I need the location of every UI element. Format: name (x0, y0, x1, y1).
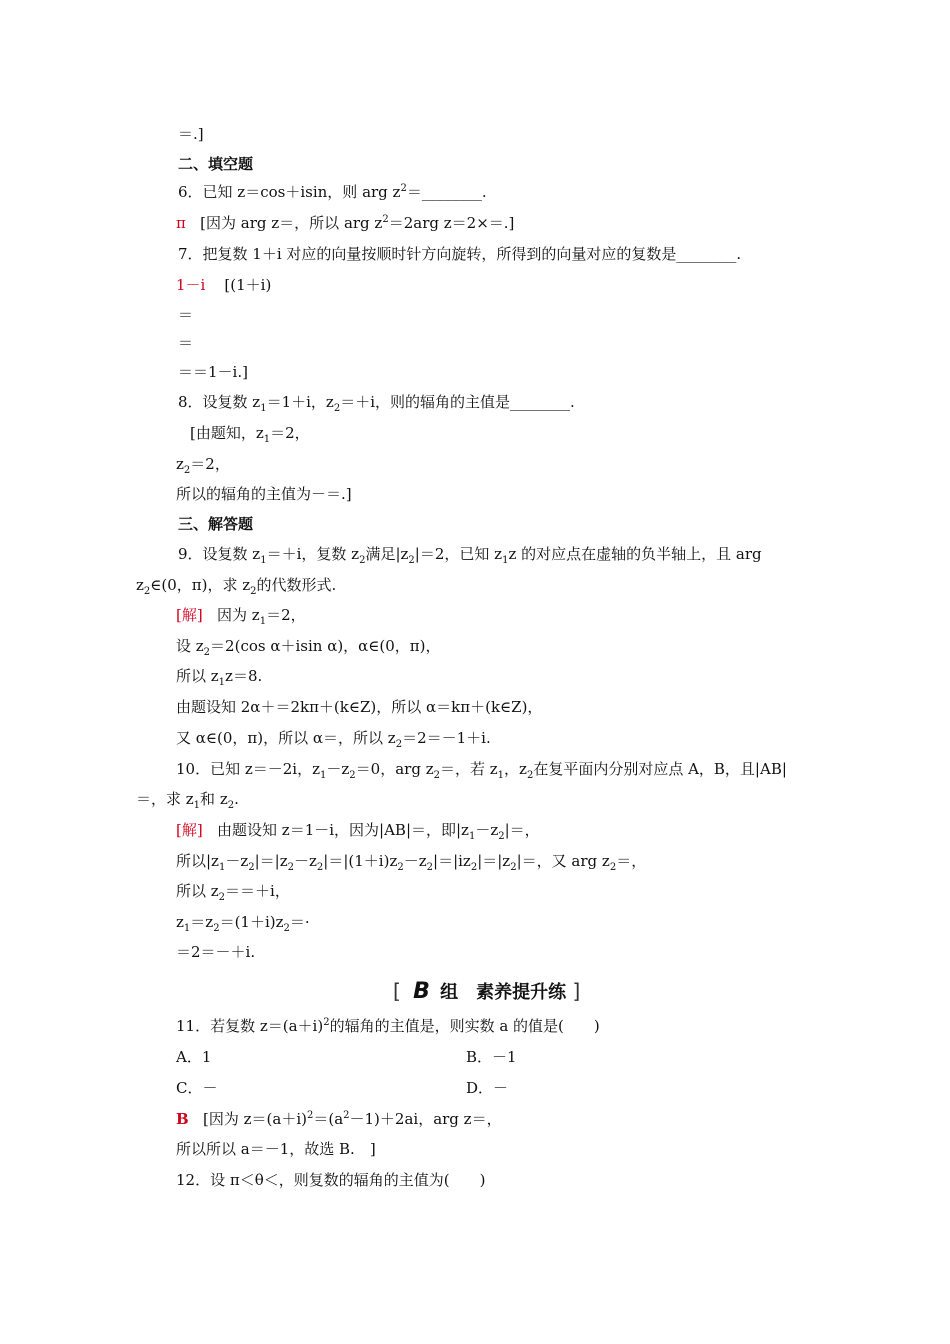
banner-right-bracket: ] (572, 979, 581, 1003)
text-line: ＝＝1－i.] (178, 363, 248, 381)
text-line: ＝2＝－＋i. (176, 943, 256, 961)
solution-label: [解] (176, 821, 203, 839)
answer-8: [由题知，$z_1=2$， (190, 424, 310, 445)
group-b-letter: B (413, 979, 430, 1004)
answer-6: π [因为 arg z＝，所以 arg $z^2=2arg$ z＝2×＝.] (176, 214, 515, 232)
answer-11: B [因为 $z=(a+i)^2=(a^2-1)+2ai$，arg z＝， (176, 1110, 502, 1128)
banner-title: 组 素养提升练 (440, 982, 567, 1003)
text-line: $z_2=2$， (176, 455, 230, 476)
text-line: 所以 $z_1z=8$. (176, 667, 263, 688)
question-10: 10．已知 z＝－2i，$z_1-z_2=0$，arg $z_2=$，若 $z_1$，$z_2$在复平面内分别对应点 A，B，且|AB| (176, 760, 787, 781)
text-line: 设 $z_2=2(\cos$ α＋isin α)，α∈(0，π)， (176, 637, 441, 658)
text-line: 所以 $z_2==+i$， (176, 882, 290, 903)
answer-label: π (176, 214, 186, 232)
text-line: 所以所以 a＝－1，故选 B. ] (176, 1140, 376, 1158)
option-b: B．－1 (466, 1048, 517, 1066)
text-line: $z_2\in(0$，π)，求 $z_2$的代数形式. (136, 576, 337, 597)
answer-7: 1－i [(1＋i) (176, 276, 272, 294)
option-d: D．－ (466, 1079, 509, 1097)
question-11: 11．若复数 $z=(a+i)^2$的辐角的主值是，则实数 a 的值是( ) (176, 1017, 600, 1035)
text-line: 由题设知 2α＋＝2kπ＋(k∈Z)，所以 α＝kπ＋(k∈Z)， (176, 698, 543, 716)
text-line: 所以的辐角的主值为－＝.] (176, 485, 352, 503)
text-line: ＝.] (178, 125, 204, 143)
text-line: 又 α∈(0，π)，所以 α＝，所以 $z_2=2=-1+i$. (176, 729, 491, 750)
section-heading-solutions: 三、解答题 (178, 515, 254, 533)
group-b-banner (393, 978, 580, 1004)
text-line: ＝，求 $z_1$和 $z_2$. (136, 790, 239, 811)
question-6: 6．已知 z＝cos＋isin，则 arg $z^2=\_\_\_\_\_\_\_\_$. (178, 183, 487, 201)
question-9: 9．设复数 $z_1=+i$，复数 $z_2$满足$|z_2|=2$，已知 $z_1z$ 的对应点在虚轴的负半轴上，且 arg (178, 545, 762, 566)
solution-label: [解] (176, 606, 203, 624)
section-heading-fill-in: 二、填空题 (178, 155, 254, 173)
question-7: 7．把复数 1＋i 对应的向量按顺时针方向旋转，所得到的向量对应的复数是________. (178, 245, 742, 263)
banner-left-bracket: [ (393, 979, 401, 1003)
option-c: C．－ (176, 1079, 218, 1097)
text-line: ＝ (178, 334, 194, 352)
text-line: $z_1=z_2=(1+i)z_2=\cdot$ (176, 913, 310, 934)
question-8: 8．设复数 $z_1=1+i$，$z_2=+i$，则的辐角的主值是________. (178, 393, 575, 414)
answer-label: 1－i (176, 276, 206, 294)
answer-9: [解] 因为 $z_1=2$， (176, 606, 306, 627)
question-12: 12．设 π＜θ＜，则复数的辐角的主值为( ) (176, 1171, 486, 1189)
text-line: ＝ (178, 306, 194, 324)
option-a: A．1 (176, 1048, 212, 1066)
answer-10: [解] 由题设知 z＝1－i，因为|AB|＝，即$|z_1-z_2|=$， (176, 821, 540, 842)
text-line: 所以$|z_1-z_2|=|z_2-z_2|=|(1+i)z_2-z_2|=|iz_2|=|z_2|=$，又 arg $z_2=$， (176, 852, 647, 873)
answer-label: B (176, 1110, 189, 1128)
